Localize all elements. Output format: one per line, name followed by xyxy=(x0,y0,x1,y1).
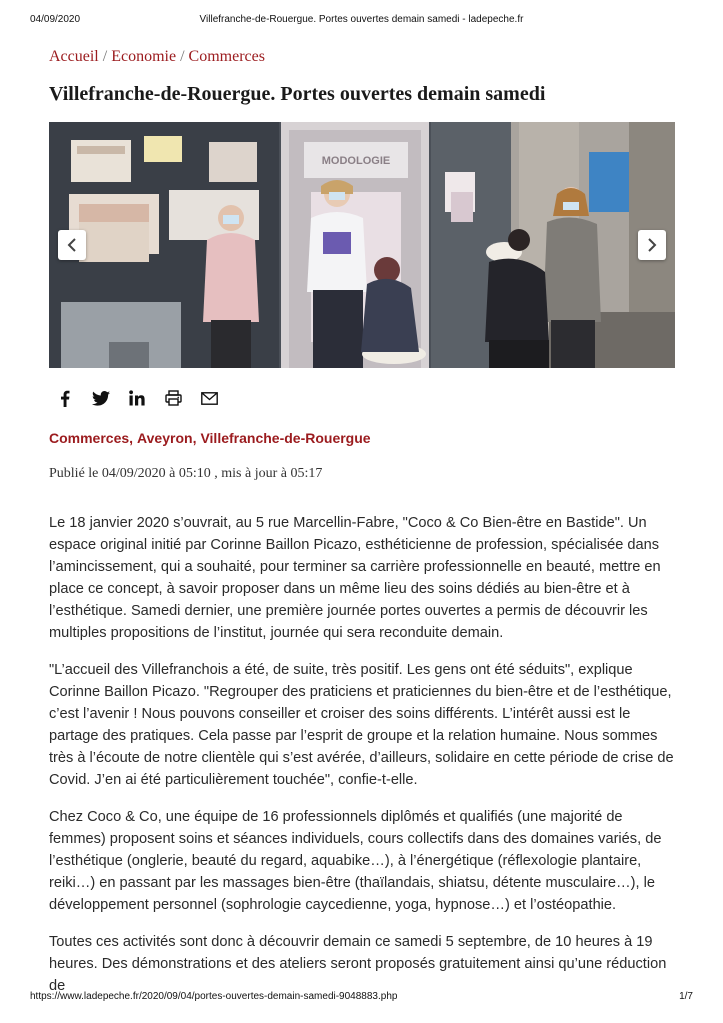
tag-separator: , xyxy=(192,430,197,446)
article-photo xyxy=(49,122,675,368)
twitter-icon[interactable] xyxy=(92,389,110,407)
tag-separator: , xyxy=(129,430,134,446)
print-page-number: 1/7 xyxy=(679,991,693,1002)
tag-link-aveyron[interactable]: Aveyron xyxy=(137,430,193,446)
chevron-right-icon xyxy=(646,237,658,253)
linkedin-icon[interactable] xyxy=(128,389,146,407)
breadcrumb xyxy=(49,48,265,66)
gallery-next-button[interactable] xyxy=(638,230,666,260)
email-icon[interactable] xyxy=(200,389,218,407)
breadcrumb-item-accueil[interactable]: Accueil xyxy=(49,48,99,65)
facebook-icon[interactable] xyxy=(56,389,74,407)
tag-link-villefranche-de-rouergue[interactable]: Villefranche-de-Rouergue xyxy=(200,430,371,446)
breadcrumb-item-commerces[interactable]: Commerces xyxy=(188,48,265,65)
tag-link-commerces[interactable]: Commerces xyxy=(49,430,130,446)
article-paragraph: Chez Coco & Co, une équipe de 16 professionnels diplômés et qualifiés (une majorité de femmes) proposent soins et séances individuels, cours collectifs dans des domaines variés, de l’esthétique (onglerie, beauté du regard, aquabike…), à l’énergétique (réflexologie plantaire, reiki…) en passant par les massages bien-être (thaïlandais, shiatsu, détente musculaire…), le développement personnel (sophrologie caycedienne, yoga, hypnose…) et l’ostéopathie. xyxy=(49,809,662,913)
article-title: Villefranche-de-Rouergue. Portes ouvertes demain samedi xyxy=(49,83,546,105)
article-tags xyxy=(49,430,371,446)
article-paragraph: Toutes ces activités sont donc à découvrir demain ce samedi 5 septembre, de 10 heures à 19 heures. Des démonstrations et des ateliers seront proposés gratuitement ainsi qu’une réduction de xyxy=(49,934,667,994)
print-date: 04/09/2020 xyxy=(30,14,81,25)
shop-sign-text: MODOLOGIE xyxy=(321,155,391,167)
breadcrumb-separator: / xyxy=(102,48,108,65)
publication-date: Publié le 04/09/2020 à 05:10 , mis à jour à 05:17 xyxy=(49,466,323,481)
chevron-left-icon xyxy=(66,237,78,253)
breadcrumb-separator: / xyxy=(180,48,185,65)
article-paragraph: "L’accueil des Villefranchois a été, de suite, très positif. Les gens ont été séduits", explique Corinne Baillon Picazo. "Regrouper des praticiens et praticiennes du bien-être et de l’esthétique, c’est l’avenir ! Nous pouvons conseiller et croiser des soins différents. L’intérêt aussi est le partage des pratiques. Cela passe par l’esprit de groupe et la relation humaine. Nous sommes très à l’écoute de notre clientèle qui s’est avérée, d’ailleurs, solidaire en cette période de crise de Covid. J’en ai été particulièrement touchée", confie-t-elle. xyxy=(49,662,674,788)
print-icon[interactable] xyxy=(164,389,182,407)
gallery-prev-button[interactable] xyxy=(58,230,86,260)
print-page-title: Villefranche-de-Rouergue. Portes ouvertes demain samedi - ladepeche.fr xyxy=(199,14,524,25)
article-paragraph: Le 18 janvier 2020 s’ouvrait, au 5 rue Marcellin-Fabre, "Coco & Co Bien-être en Bastide". Un espace original initié par Corinne Baillon Picazo, esthéticienne de profession, spécialisée dans l’amincissement, qui a souhaité, pour terminer sa carrière professionnelle en beauté, mettre en place ce concept, à savoir proposer dans un même lieu des soins dédiés au bien-être et à l’esthétique. Samedi dernier, une première journée portes ouvertes a permis de découvrir les multiples propositions de l’institut, journée qui sera reconduite demain. xyxy=(49,515,661,641)
breadcrumb-item-economie[interactable]: Economie xyxy=(111,48,177,65)
share-bar xyxy=(56,386,218,410)
print-url: https://www.ladepeche.fr/2020/09/04/portes-ouvertes-demain-samedi-9048883.php xyxy=(30,991,398,1002)
article-body xyxy=(49,512,679,994)
photo-gallery[interactable] xyxy=(49,122,675,368)
